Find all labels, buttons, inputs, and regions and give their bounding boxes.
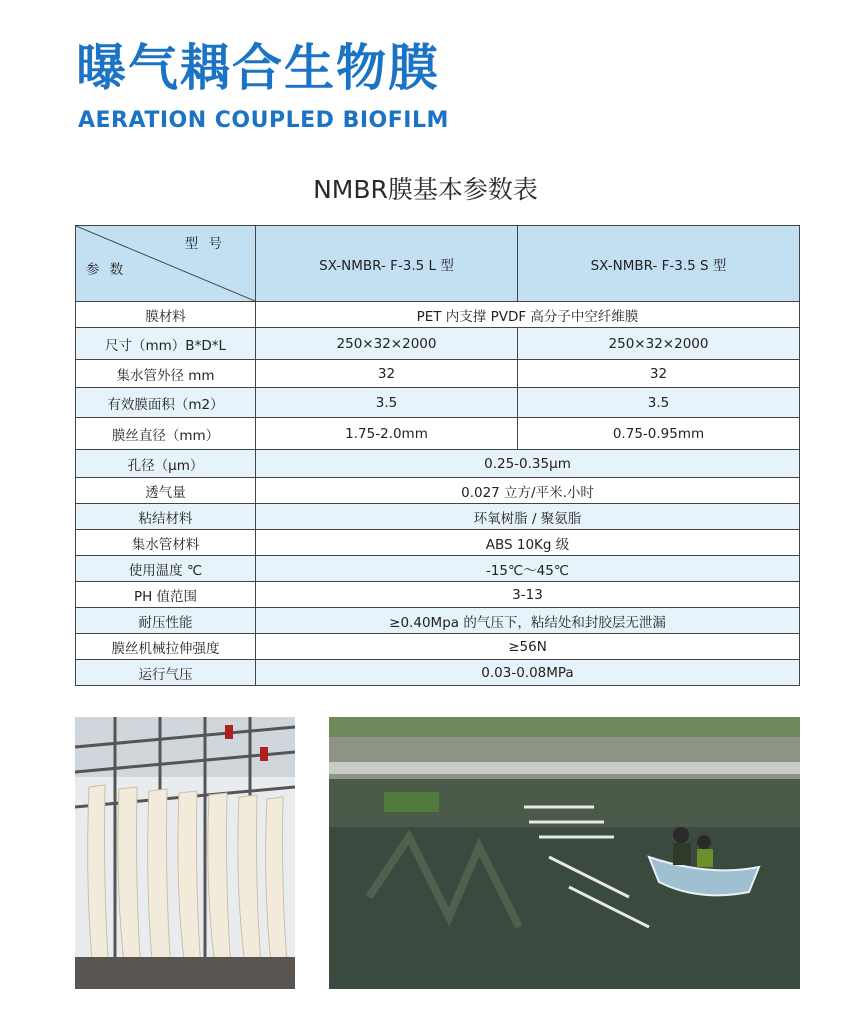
row-value-merged: 环氧树脂 / 聚氨脂 (256, 504, 800, 530)
river-installation-photo (329, 717, 800, 989)
table-row (76, 608, 800, 634)
row-value-l: 250×32×2000 (256, 328, 518, 360)
row-value-s: 250×32×2000 (518, 328, 800, 360)
row-value-merged: -15℃～45℃ (256, 556, 800, 582)
row-label: 透气量 (76, 478, 256, 504)
table-row (76, 634, 800, 660)
row-label: 膜材料 (76, 302, 256, 328)
row-label: 膜丝机械拉伸强度 (76, 634, 256, 660)
parameter-table (75, 225, 800, 686)
table-row (76, 328, 800, 360)
corner-label-params: 参 数 (86, 262, 127, 278)
brand-title-cn: 曝气耦合生物膜 (76, 39, 440, 97)
row-value-s: 3.5 (518, 388, 800, 418)
river-installation-photo-icon (329, 717, 800, 989)
header-model-s: SX-NMBR- F-3.5 S 型 (518, 226, 800, 302)
row-label: 膜丝直径（mm） (76, 418, 256, 450)
table-row (76, 478, 800, 504)
row-value-merged: 3-13 (256, 582, 800, 608)
row-label: 集水管材料 (76, 530, 256, 556)
table-row (76, 360, 800, 388)
row-label: 孔径（μm） (76, 450, 256, 478)
row-value-merged: 0.25-0.35μm (256, 450, 800, 478)
table-row (76, 660, 800, 686)
row-value-s: 32 (518, 360, 800, 388)
row-value-l: 3.5 (256, 388, 518, 418)
table-row (76, 556, 800, 582)
row-label: 集水管外径 mm (76, 360, 256, 388)
row-value-l: 1.75-2.0mm (256, 418, 518, 450)
row-value-s: 0.75-0.95mm (518, 418, 800, 450)
header-corner-cell (76, 226, 256, 302)
row-label: 粘结材料 (76, 504, 256, 530)
corner-label-model: 型 号 (184, 236, 225, 252)
table-row (76, 302, 800, 328)
table-row (76, 450, 800, 478)
row-label: 有效膜面积（m2） (76, 388, 256, 418)
row-value-merged: 0.027 立方/平米.小时 (256, 478, 800, 504)
table-title: NMBR膜基本参数表 (313, 175, 538, 204)
table-body (76, 302, 800, 686)
row-value-merged: ≥0.40Mpa 的气压下，粘结处和封胶层无泄漏 (256, 608, 800, 634)
table-row (76, 582, 800, 608)
row-value-merged: PET 内支撑 PVDF 高分子中空纤维膜 (256, 302, 800, 328)
row-label: PH 值范围 (76, 582, 256, 608)
row-label: 尺寸（mm）B*D*L (76, 328, 256, 360)
table-row (76, 530, 800, 556)
row-value-merged: ≥56N (256, 634, 800, 660)
row-value-merged: ABS 10Kg 级 (256, 530, 800, 556)
membrane-module-photo-icon (75, 717, 295, 989)
table-header-row (76, 226, 800, 302)
membrane-module-photo (75, 717, 295, 989)
row-value-merged: 0.03-0.08MPa (256, 660, 800, 686)
row-label: 耐压性能 (76, 608, 256, 634)
table-row (76, 388, 800, 418)
row-label: 使用温度 ℃ (76, 556, 256, 582)
row-value-l: 32 (256, 360, 518, 388)
header-model-l: SX-NMBR- F-3.5 L 型 (256, 226, 518, 302)
table-row (76, 418, 800, 450)
row-label: 运行气压 (76, 660, 256, 686)
table-row (76, 504, 800, 530)
brand-title-en: AERATION COUPLED BIOFILM (78, 108, 449, 133)
